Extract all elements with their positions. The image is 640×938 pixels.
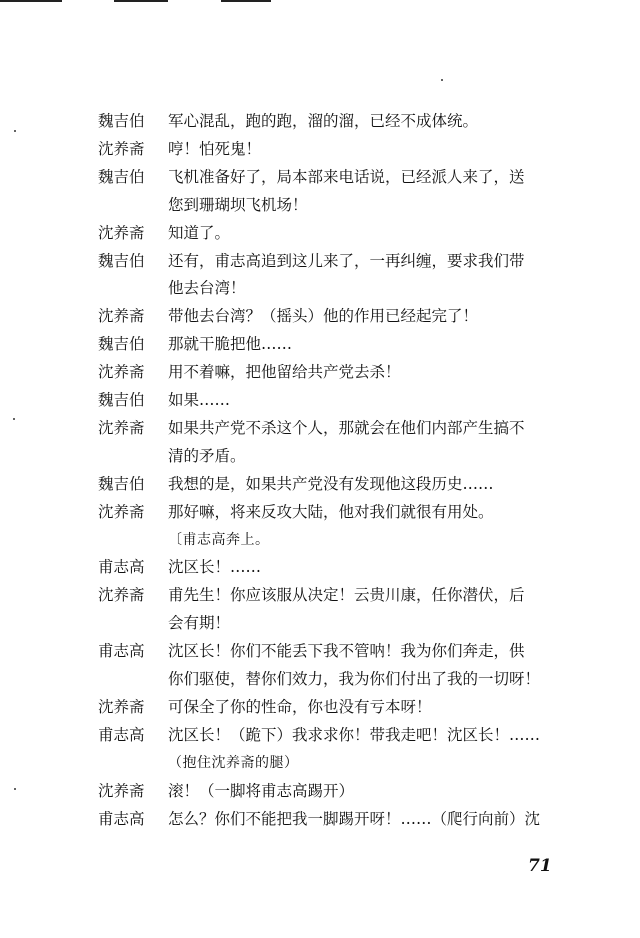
line-text: 滚！（一脚将甫志高踢开）: [168, 781, 355, 800]
speaker-name: 魏吉伯: [98, 391, 145, 409]
line-text: 还有，甫志高追到这儿来了，一再纠缠，要求我们带: [168, 251, 525, 270]
line-text: 飞机准备好了，局本部来电话说，已经派人来了，送: [168, 167, 525, 186]
line-text: 带他去台湾？（摇头）他的作用已经起完了！: [168, 307, 479, 326]
line-text: 沈区长！（跪下）我求求你！带我走吧！沈区长！……: [168, 725, 541, 744]
speaker-name: 沈养斋: [98, 139, 145, 158]
line-text: 〔甫志高奔上。: [168, 531, 270, 548]
speaker-name: 魏吉伯: [98, 167, 145, 186]
line-text: 清的矛盾。: [168, 446, 246, 465]
line-text: 会有期！: [168, 614, 231, 633]
speaker-name: 魏吉伯: [98, 474, 145, 493]
line-text: 那就干脆把他……: [168, 335, 293, 354]
margin-dot: [14, 130, 16, 132]
line-text: 军心混乱，跑的跑，溜的溜，已经不成体统。: [168, 112, 479, 130]
line-text: 如果……: [168, 391, 231, 409]
page-number: 71: [528, 856, 552, 876]
line-text: 您到珊瑚坝飞机场！: [168, 195, 308, 214]
margin-dot: [13, 418, 15, 420]
margin-dot: [441, 79, 443, 81]
line-text: 沈区长！你们不能丢下我不管呐！我为你们奔走，供: [168, 642, 525, 661]
speaker-name: 沈养斋: [98, 307, 145, 326]
top-rule-middle: [114, 0, 168, 2]
line-text: 我想的是，如果共产党没有发现他这段历史……: [168, 474, 494, 493]
speaker-name: 沈养斋: [98, 697, 145, 716]
speaker-name: 甫志高: [98, 809, 145, 828]
line-text: 甫先生！你应该服从决定！云贵川康，任你潜伏，后: [168, 586, 525, 605]
speaker-name: 甫志高: [98, 725, 145, 744]
speaker-name: 沈养斋: [98, 502, 145, 521]
speaker-name: 甫志高: [98, 558, 145, 577]
speaker-name: 沈养斋: [98, 781, 145, 800]
line-text: 怎么？你们不能把我一脚踢开呀！……（爬行向前）沈: [168, 809, 541, 828]
top-rule-left: [0, 0, 62, 2]
line-text: 知道了。: [168, 223, 231, 242]
line-text: 可保全了你的性命，你也没有亏本呀！: [168, 697, 432, 716]
speaker-name: 甫志高: [98, 642, 145, 661]
speaker-name: 魏吉伯: [98, 335, 145, 354]
speaker-name: 沈养斋: [98, 418, 145, 437]
speaker-name: 沈养斋: [98, 223, 145, 242]
line-text: 如果共产党不杀这个人，那就会在他们内部产生搞不: [168, 418, 525, 437]
speaker-name: 魏吉伯: [98, 251, 145, 270]
line-text: 你们驱使，替你们效力，我为你们付出了我的一切呀！: [168, 670, 541, 688]
line-text: 用不着嘛，把他留给共产党去杀！: [168, 363, 401, 382]
speaker-name: 沈养斋: [98, 363, 145, 382]
speaker-name: 魏吉伯: [98, 112, 145, 130]
line-text: 他去台湾！: [168, 279, 246, 298]
margin-dot: [14, 788, 16, 790]
line-text: 那好嘛，将来反攻大陆，他对我们就很有用处。: [168, 502, 494, 521]
top-rule-right: [221, 0, 271, 2]
speaker-name: 沈养斋: [98, 586, 145, 605]
line-text: 沈区长！……: [168, 558, 262, 577]
line-text: （抱住沈养斋的腿）: [168, 754, 299, 771]
line-text: 哼！怕死鬼！: [168, 139, 262, 158]
